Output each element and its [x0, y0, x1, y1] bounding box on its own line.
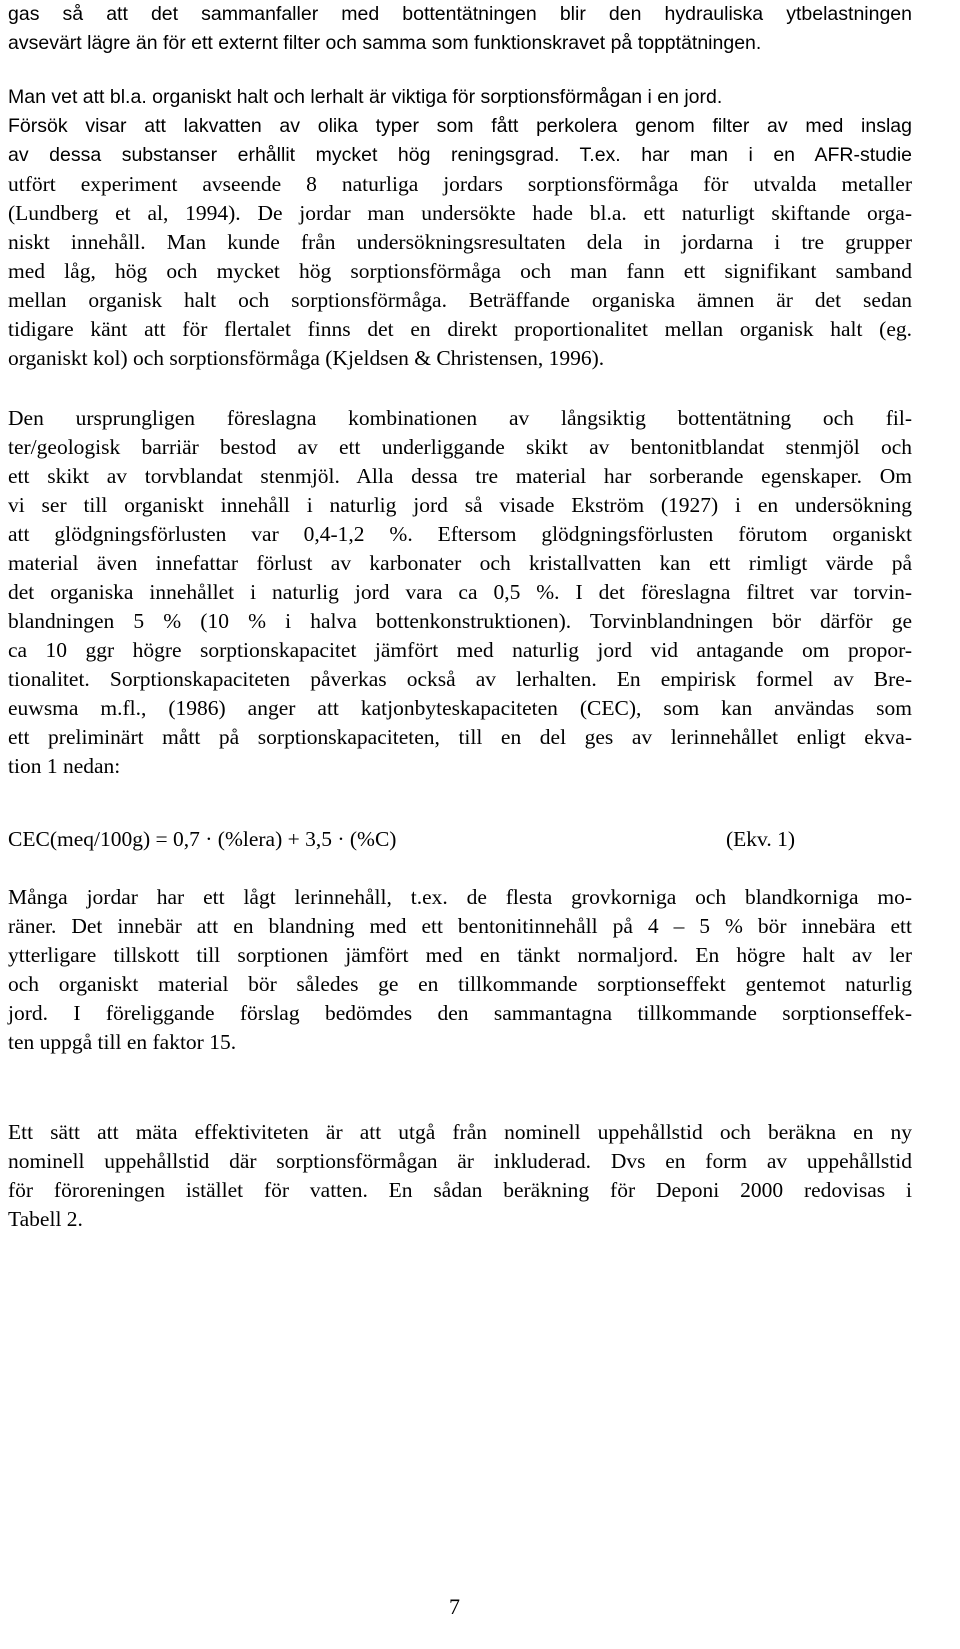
paragraph-intro	[8, 0, 912, 58]
text-line: ett skikt av torvblandat stenmjöl. Alla dessa tre material har sorberande egenskaper. Om	[8, 464, 912, 488]
paragraph-clay	[8, 883, 912, 1057]
text-line: euwsma m.fl., (1986) anger att katjonbyteskapaciteten (CEC), som kan användas som	[8, 696, 912, 720]
page-number: 7	[449, 1594, 460, 1619]
text-line: Man vet att bl.a. organiskt halt och lerhalt är viktiga för sorptionsförmågan i en jord.	[8, 86, 723, 108]
paragraph-barrier	[8, 404, 912, 781]
text-line: organiskt kol) och sorptionsförmåga (Kjeldsen & Christensen, 1996).	[8, 346, 605, 370]
text-line: och organiskt material bör således ge en tillkommande sorptionseffekt gentemot naturlig	[8, 972, 912, 996]
equation-number: (Ekv. 1)	[726, 827, 796, 851]
paragraph-sorption	[8, 83, 912, 373]
text-line: jord. I föreliggande förslag bedömdes den sammantagna tillkommande sorptionseffek-	[8, 1001, 912, 1025]
text-line: ter/geologisk barriär bestod av ett underliggande skikt av bentonitblandat stenmjöl och	[8, 435, 912, 459]
text-line: ett preliminärt mått på sorptionskapaciteten, till en del ges av lerinnehållet enligt ekva-	[8, 725, 912, 749]
text-line: tion 1 nedan:	[8, 754, 121, 778]
text-line: tidigare känt att för flertalet finns det en direkt proportionalitet mellan organisk halt (eg.	[8, 317, 912, 341]
text-line: med låg, hög och mycket hög sorptionsförmåga och man fann ett signifikant samband	[8, 259, 912, 283]
text-fragment: niskt innehåll.	[8, 230, 146, 254]
text-line: av dessa substanser erhållit mycket hög reningsgrad. T.ex. har man i en AFR-studie	[8, 144, 912, 166]
text-fragment: Man kunde från undersökningsresultaten dela in jordarna i tre grupper	[145, 230, 912, 254]
text-line: utfört experiment avseende 8 naturliga jordars sorptionsförmåga för utvalda metaller	[8, 172, 912, 196]
text-line: vi ser till organiskt innehåll i naturlig jord så visade Ekström (1927) i en undersökning	[8, 493, 912, 517]
text-line: avsevärt lägre än för ett externt filter och samma som funktionskravet på topptätningen.	[8, 32, 762, 54]
equation-formula: CEC(meq/100g) = 0,7 · (%lera) + 3,5 · (%C)	[8, 827, 397, 851]
text-line: för föroreningen istället för vatten. En sådan beräkning för Deponi 2000 redovisas i	[8, 1178, 912, 1202]
text-line: det organiska innehållet i naturlig jord vara ca 0,5 %. I det föreslagna filtret var torvin-	[8, 580, 912, 604]
text-line: ca 10 ggr högre sorptionskapacitet jämfört med naturlig jord vid antagande om propor-	[8, 638, 912, 662]
text-line: ten uppgå till en faktor 15.	[8, 1030, 237, 1054]
text-line: att glödgningsförlusten var 0,4-1,2 %. Eftersom glödgningsförlusten förutom organiskt	[8, 522, 912, 546]
paragraph-residence	[8, 1118, 912, 1234]
text-line: blandningen 5 % (10 % i halva bottenkonstruktionen). Torvinblandningen bör därför ge	[8, 609, 912, 633]
text-line: räner. Det innebär att en blandning med ett bentonitinnehåll på 4 – 5 % bör innebära ett	[8, 914, 912, 938]
text-line: Försök visar att lakvatten av olika typer som fått perkolera genom filter av med inslag	[8, 115, 912, 137]
text-line-mixed	[8, 228, 912, 257]
text-line: material även innefattar förlust av karbonater och kristallvatten kan ett rimligt värde på	[8, 551, 912, 575]
text-line: mellan organisk halt och sorptionsförmåga. Beträffande organiska ämnen är det sedan	[8, 288, 912, 312]
text-line: Tabell 2.	[8, 1207, 83, 1231]
text-line: Många jordar har ett lågt lerinnehåll, t.ex. de flesta grovkorniga och blandkorniga mo-	[8, 885, 912, 909]
text-line: Den ursprungligen föreslagna kombinationen av långsiktig bottentätning och fil-	[8, 406, 912, 430]
text-line: tionalitet. Sorptionskapaciteten påverkas också av lerhalten. En empirisk formel av Bre-	[8, 667, 912, 691]
text-line: Ett sätt att mäta effektiviteten är att utgå från nominell uppehållstid och beräkna en ny	[8, 1120, 912, 1144]
equation-cec	[8, 825, 912, 854]
text-line: ytterligare tillskott till sorptionen jämfört med en tänkt normaljord. En högre halt av ler	[8, 943, 912, 967]
text-line: gas så att det sammanfaller med bottentätningen blir den hydrauliska ytbelastningen	[8, 3, 912, 25]
text-line: (Lundberg et al, 1994). De jordar man undersökte hade bl.a. ett naturligt skiftande orga-	[8, 201, 912, 225]
text-line: nominell uppehållstid där sorptionsförmågan är inkluderad. Dvs en form av uppehållstid	[8, 1149, 912, 1173]
